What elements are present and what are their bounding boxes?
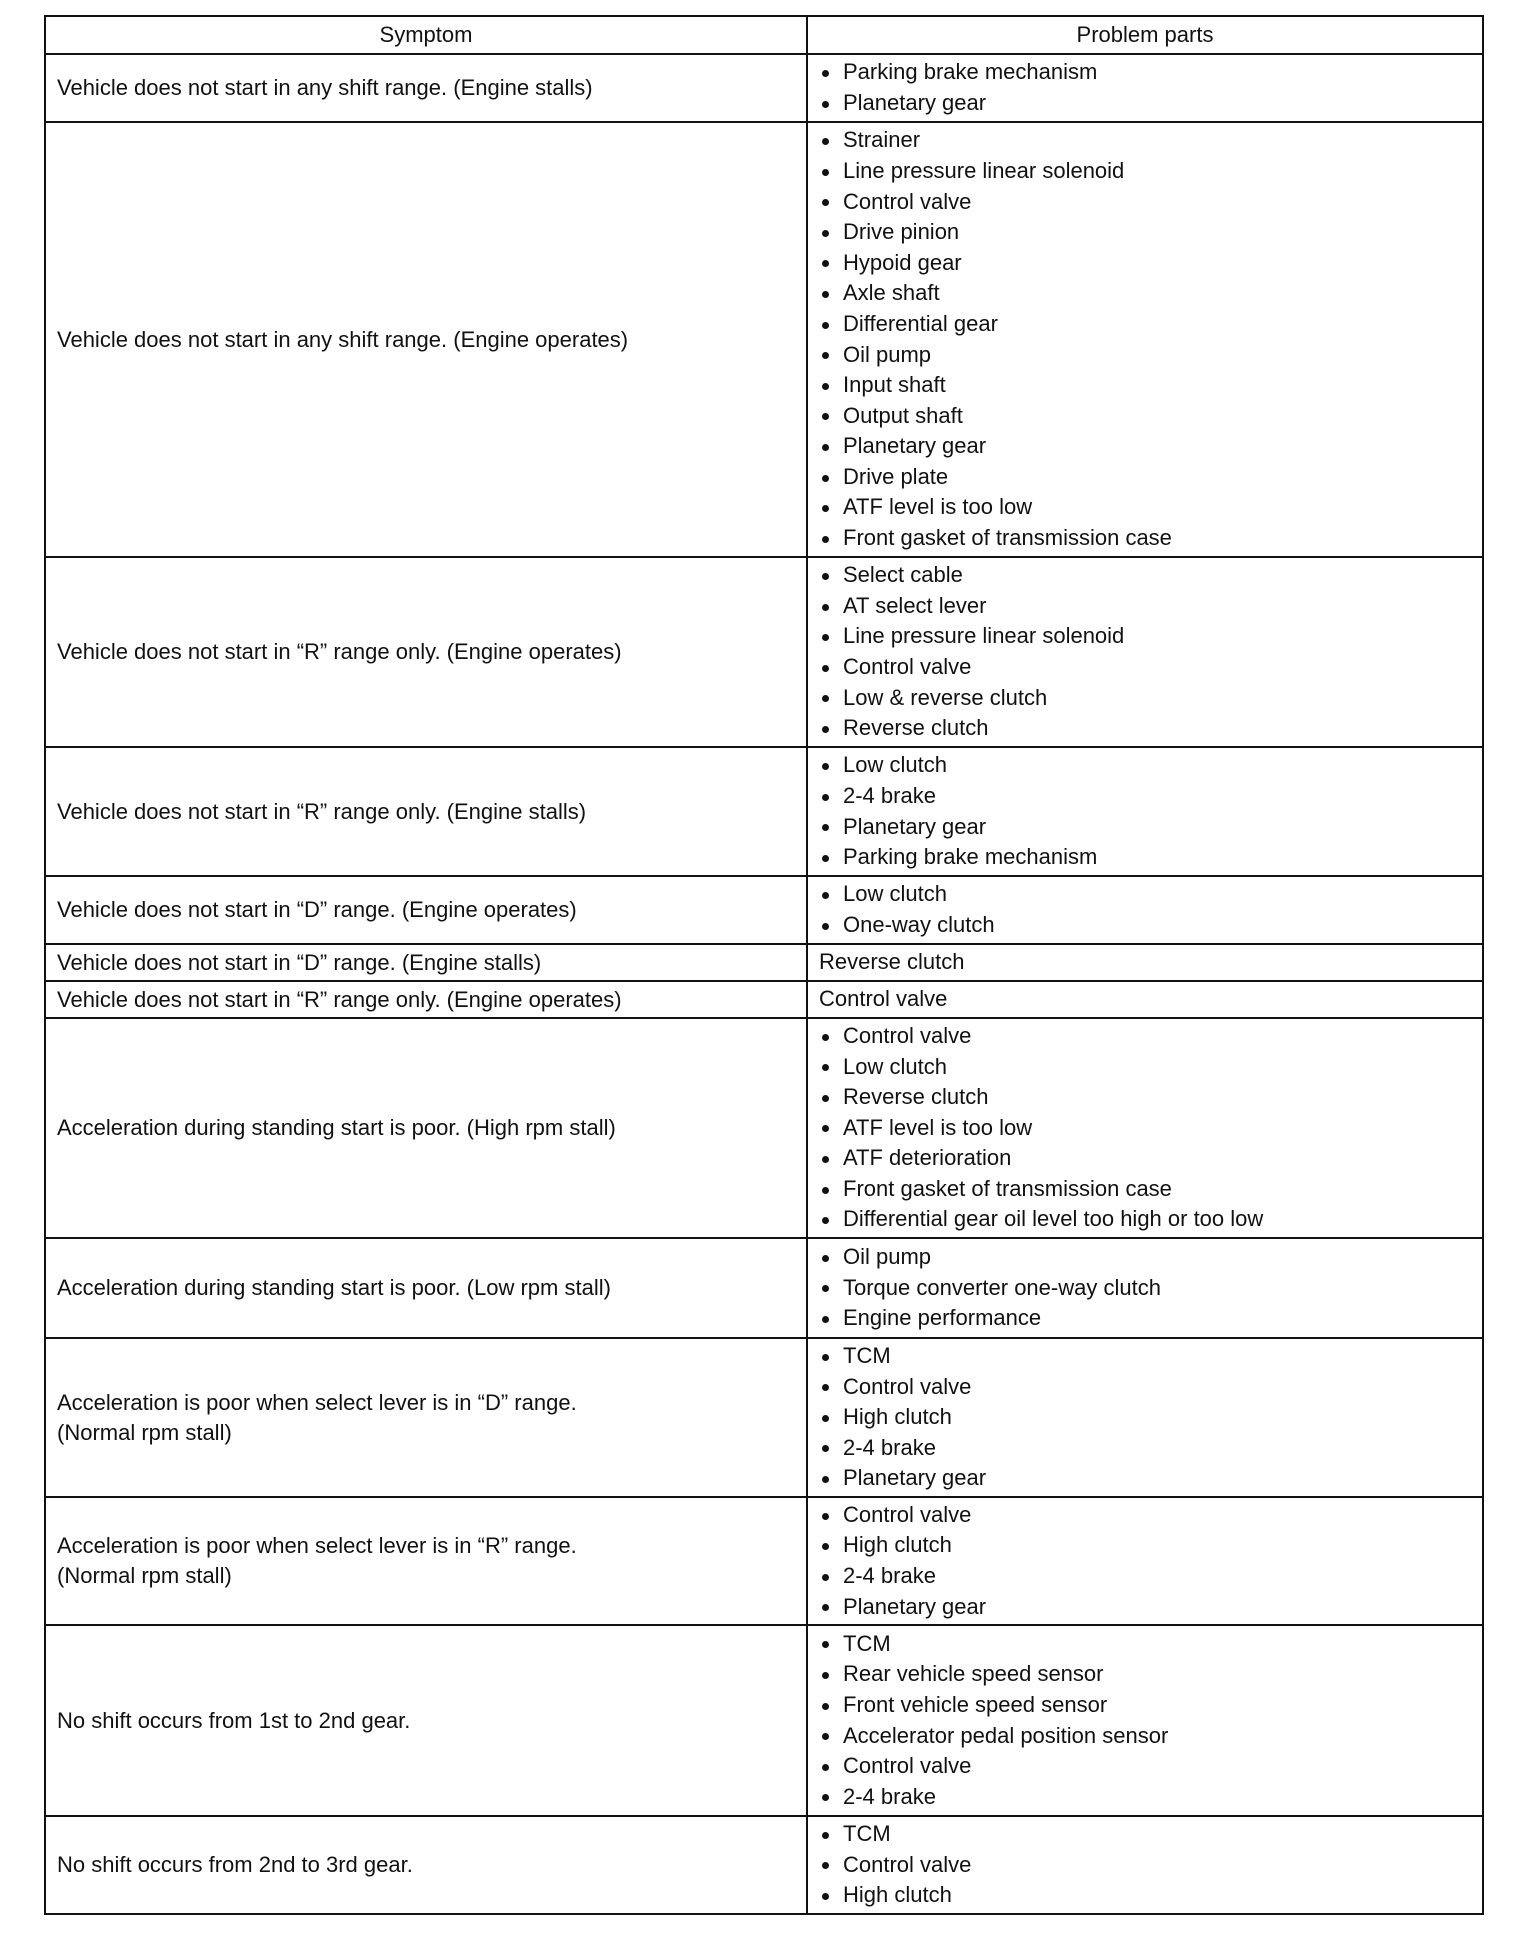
problem-part-label: Low clutch <box>843 752 947 778</box>
bullet-icon <box>819 340 843 371</box>
symptom-text: Vehicle does not start in “D” range. (Engine operates) <box>57 897 577 922</box>
symptom-cell <box>45 1497 807 1625</box>
problem-part-item <box>819 1850 1482 1881</box>
bullet-icon <box>819 523 843 554</box>
problem-part-item <box>819 57 1482 88</box>
table-row <box>45 1338 1483 1497</box>
symptom-text: Vehicle does not start in “R” range only. (Engine stalls) <box>57 798 587 824</box>
bullet-icon <box>819 1021 843 1052</box>
problem-part-label: Rear vehicle speed sensor <box>843 1661 1104 1687</box>
bullet-icon <box>819 1850 843 1881</box>
problem-part-item <box>819 1659 1482 1690</box>
bullet-icon <box>819 1204 843 1235</box>
problem-part-item <box>819 1082 1482 1113</box>
table-row <box>45 747 1483 876</box>
problem-parts-cell <box>807 944 1483 981</box>
problem-part-label: Axle shaft <box>843 280 940 306</box>
problem-part-label: Select cable <box>843 562 963 588</box>
problem-part-item <box>819 1690 1482 1721</box>
bullet-icon <box>819 1819 843 1850</box>
symptom-cell <box>45 876 807 944</box>
symptom-cell <box>45 557 807 747</box>
bullet-icon <box>819 1592 843 1623</box>
problem-part-item <box>819 462 1482 493</box>
problem-part-item <box>819 156 1482 187</box>
problem-part-label: Planetary gear <box>843 433 987 459</box>
table-row <box>45 54 1483 122</box>
problem-part-item <box>819 125 1482 156</box>
problem-part-item <box>819 370 1482 401</box>
bullet-icon <box>819 1174 843 1205</box>
problem-part-label: Reverse clutch <box>843 715 989 741</box>
problem-part-item <box>819 1751 1482 1782</box>
problem-part-item <box>819 1021 1482 1052</box>
symptom-text: No shift occurs from 1st to 2nd gear. <box>57 1707 411 1733</box>
problem-part-label: Planetary gear <box>843 1593 987 1619</box>
bullet-icon <box>819 812 843 843</box>
table-row <box>45 1816 1483 1914</box>
problem-part-item <box>819 1880 1482 1911</box>
bullet-icon <box>819 1052 843 1083</box>
bullet-icon <box>819 187 843 218</box>
problem-part-label: Low clutch <box>843 1053 947 1079</box>
bullet-icon <box>819 1751 843 1782</box>
problem-part-item <box>819 1052 1482 1083</box>
problem-part-label: Output shaft <box>843 402 963 428</box>
problem-part-item <box>819 88 1482 119</box>
table-row <box>45 122 1483 557</box>
problem-part-item <box>819 187 1482 218</box>
symptom-text: No shift occurs from 2nd to 3rd gear. <box>57 1852 413 1877</box>
problem-part-item <box>819 910 1482 941</box>
bullet-icon <box>819 88 843 119</box>
problem-part-item <box>819 309 1482 340</box>
problem-part-label: High clutch <box>843 1404 952 1430</box>
bullet-icon <box>819 1561 843 1592</box>
bullet-icon <box>819 57 843 88</box>
bullet-icon <box>819 1113 843 1144</box>
bullet-icon <box>819 842 843 873</box>
problem-part-item <box>819 492 1482 523</box>
bullet-icon <box>819 713 843 744</box>
problem-parts-cell <box>807 1238 1483 1338</box>
problem-part-item <box>819 1530 1482 1561</box>
problem-part-item <box>819 591 1482 622</box>
problem-part-label: Control valve <box>843 1373 972 1399</box>
bullet-icon <box>819 1659 843 1690</box>
bullet-icon <box>819 125 843 156</box>
problem-part-item <box>819 683 1482 714</box>
problem-part-item <box>819 1273 1482 1304</box>
symptom-text: Vehicle does not start in “D” range. (Engine stalls) <box>57 949 542 975</box>
bullet-icon <box>819 879 843 910</box>
bullet-icon <box>819 781 843 812</box>
table-row <box>45 876 1483 944</box>
problem-part-item <box>819 652 1482 683</box>
symptom-text: Acceleration is poor when select lever is in “R” range. <box>57 1533 577 1558</box>
problem-part-label: Front gasket of transmission case <box>843 525 1172 551</box>
symptom-text: (Normal rpm stall) <box>57 1419 232 1445</box>
symptom-cell <box>45 54 807 122</box>
problem-part-item <box>819 750 1482 781</box>
problem-parts-cell <box>807 981 1483 1018</box>
symptom-text: Vehicle does not start in “R” range only. (Engine operates) <box>57 986 622 1012</box>
symptom-cell <box>45 1625 807 1816</box>
header-symptom: Symptom <box>45 16 807 54</box>
problem-part-label: TCM <box>843 1630 891 1656</box>
problem-parts-cell <box>807 747 1483 876</box>
bullet-icon <box>819 1500 843 1531</box>
problem-part-label: Drive plate <box>843 463 949 489</box>
symptom-cell <box>45 747 807 876</box>
problem-part-item <box>819 1721 1482 1752</box>
problem-part-label: Parking brake mechanism <box>843 844 1098 870</box>
problem-part-label: Drive pinion <box>843 219 960 245</box>
bullet-icon <box>819 309 843 340</box>
problem-part-label: Reverse clutch <box>819 949 965 975</box>
problem-part-label: Low & reverse clutch <box>843 684 1048 710</box>
bullet-icon <box>819 591 843 622</box>
problem-part-label: TCM <box>843 1343 891 1369</box>
problem-part-label: Oil pump <box>843 1244 932 1270</box>
problem-part-item <box>819 1143 1482 1174</box>
bullet-icon <box>819 1782 843 1813</box>
problem-part-label: Oil pump <box>843 341 932 367</box>
problem-part-label: Hypoid gear <box>843 249 962 275</box>
problem-parts-cell <box>807 1625 1483 1816</box>
problem-part-item <box>819 401 1482 432</box>
problem-part-label: Front vehicle speed sensor <box>843 1691 1108 1717</box>
symptom-text: Vehicle does not start in any shift range. (Engine stalls) <box>57 75 593 100</box>
problem-part-label: Control valve <box>843 1501 972 1527</box>
problem-part-item <box>819 217 1482 248</box>
problem-part-label: Parking brake mechanism <box>843 59 1098 85</box>
problem-part-label: ATF level is too low <box>843 1114 1033 1140</box>
bullet-icon <box>819 1372 843 1403</box>
problem-part-label: Control valve <box>819 986 948 1012</box>
problem-parts-cell <box>807 557 1483 747</box>
problem-part-item <box>819 278 1482 309</box>
symptom-text: Vehicle does not start in “R” range only. (Engine operates) <box>57 639 622 664</box>
bullet-icon <box>819 1880 843 1911</box>
problem-part-item <box>819 1372 1482 1403</box>
problem-part-label: 2-4 brake <box>843 1563 936 1588</box>
problem-part-item <box>819 1782 1482 1813</box>
problem-parts-cell <box>807 1816 1483 1914</box>
problem-part-item <box>819 1204 1482 1235</box>
bullet-icon <box>819 248 843 279</box>
problem-parts-cell <box>807 1338 1483 1497</box>
problem-part-label: Input shaft <box>843 372 946 398</box>
problem-part-item <box>819 340 1482 371</box>
problem-part-label: ATF deterioration <box>843 1145 1012 1171</box>
symptom-cell <box>45 122 807 557</box>
bullet-icon <box>819 431 843 462</box>
problem-part-item <box>819 560 1482 591</box>
symptom-cell <box>45 981 807 1018</box>
problem-part-item <box>819 1819 1482 1850</box>
problem-part-label: 2-4 brake <box>843 1434 936 1460</box>
symptom-cell <box>45 1238 807 1338</box>
bullet-icon <box>819 278 843 309</box>
problem-parts-cell <box>807 54 1483 122</box>
problem-part-label: Engine performance <box>843 1305 1042 1331</box>
problem-part-label: High clutch <box>843 1882 952 1908</box>
symptom-cell <box>45 944 807 981</box>
problem-part-item <box>819 1303 1482 1334</box>
problem-parts-cell <box>807 122 1483 557</box>
problem-part-label: Planetary gear <box>843 90 987 115</box>
problem-part-item <box>819 1500 1482 1531</box>
problem-part-item <box>819 1463 1482 1494</box>
problem-part-label: Control valve <box>843 1851 972 1877</box>
bullet-icon <box>819 156 843 187</box>
problem-part-label: Control valve <box>843 1753 972 1779</box>
bullet-icon <box>819 621 843 652</box>
bullet-icon <box>819 370 843 401</box>
bullet-icon <box>819 1341 843 1372</box>
problem-part-label: ATF level is too low <box>843 494 1033 520</box>
problem-part-item <box>819 1341 1482 1372</box>
problem-part-label: Control valve <box>843 188 972 214</box>
bullet-icon <box>819 1143 843 1174</box>
problem-part-item <box>819 842 1482 873</box>
problem-part-item <box>819 879 1482 910</box>
problem-part-item <box>819 523 1482 554</box>
table-row <box>45 1625 1483 1816</box>
problem-part-label: 2-4 brake <box>843 782 936 808</box>
problem-part-label: Differential gear oil level too high or too low <box>843 1206 1264 1232</box>
table-row <box>45 1018 1483 1238</box>
symptom-text: Vehicle does not start in any shift range. (Engine operates) <box>57 326 629 352</box>
bullet-icon <box>819 1082 843 1113</box>
problem-part-item <box>819 431 1482 462</box>
problem-part-item <box>819 1433 1482 1464</box>
bullet-icon <box>819 1402 843 1433</box>
problem-parts-cell <box>807 876 1483 944</box>
problem-part-label: Accelerator pedal position sensor <box>843 1722 1169 1748</box>
symptom-text: Acceleration during standing start is poor. (High rpm stall) <box>57 1115 616 1140</box>
problem-part-item <box>819 947 1482 978</box>
problem-part-label: Line pressure linear solenoid <box>843 157 1125 183</box>
problem-part-label: One-way clutch <box>843 912 995 937</box>
problem-part-item <box>819 984 1482 1015</box>
bullet-icon <box>819 560 843 591</box>
problem-part-label: High clutch <box>843 1532 952 1558</box>
problem-part-item <box>819 812 1482 843</box>
bullet-icon <box>819 1463 843 1494</box>
problem-part-label: Differential gear <box>843 310 998 336</box>
table-row <box>45 1238 1483 1338</box>
problem-part-label: Planetary gear <box>843 1465 987 1491</box>
bullet-icon <box>819 462 843 493</box>
problem-part-label: Low clutch <box>843 881 947 907</box>
problem-part-label: Torque converter one-way clutch <box>843 1274 1161 1300</box>
bullet-icon <box>819 492 843 523</box>
header-problem-parts: Problem parts <box>807 16 1483 54</box>
problem-part-label: Planetary gear <box>843 813 987 839</box>
bullet-icon <box>819 1242 843 1273</box>
problem-part-item <box>819 1592 1482 1623</box>
bullet-icon <box>819 652 843 683</box>
table-row <box>45 944 1483 981</box>
problem-parts-cell <box>807 1018 1483 1238</box>
table-body <box>45 54 1483 1914</box>
bullet-icon <box>819 1303 843 1334</box>
table-row <box>45 981 1483 1018</box>
problem-part-item <box>819 781 1482 812</box>
symptom-cell <box>45 1018 807 1238</box>
problem-part-item <box>819 1174 1482 1205</box>
symptom-text: (Normal rpm stall) <box>57 1563 232 1588</box>
problem-part-item <box>819 713 1482 744</box>
symptom-text: Acceleration during standing start is poor. (Low rpm stall) <box>57 1275 611 1300</box>
bullet-icon <box>819 910 843 941</box>
problem-part-label: TCM <box>843 1821 891 1847</box>
symptom-cell <box>45 1338 807 1497</box>
header-row <box>45 16 1483 54</box>
problem-part-label: Strainer <box>843 127 921 153</box>
problem-part-item <box>819 621 1482 652</box>
problem-part-label: AT select lever <box>843 592 987 618</box>
problem-part-label: 2-4 brake <box>843 1783 936 1809</box>
bullet-icon <box>819 401 843 432</box>
bullet-icon <box>819 1530 843 1561</box>
bullet-icon <box>819 1721 843 1752</box>
bullet-icon <box>819 1273 843 1304</box>
symptom-cell <box>45 1816 807 1914</box>
problem-part-item <box>819 1629 1482 1660</box>
bullet-icon <box>819 1433 843 1464</box>
symptom-text: Acceleration is poor when select lever is in “D” range. <box>57 1389 577 1415</box>
problem-part-item <box>819 1561 1482 1592</box>
problem-part-label: Control valve <box>843 1022 972 1048</box>
bullet-icon <box>819 217 843 248</box>
table-row <box>45 1497 1483 1625</box>
problem-part-label: Control valve <box>843 654 972 679</box>
problem-parts-cell <box>807 1497 1483 1625</box>
table-row <box>45 557 1483 747</box>
problem-part-label: Front gasket of transmission case <box>843 1175 1172 1201</box>
problem-part-item <box>819 1113 1482 1144</box>
bullet-icon <box>819 750 843 781</box>
problem-part-item <box>819 1242 1482 1273</box>
problem-part-item <box>819 1402 1482 1433</box>
bullet-icon <box>819 683 843 714</box>
bullet-icon <box>819 1629 843 1660</box>
problem-part-item <box>819 248 1482 279</box>
problem-part-label: Line pressure linear solenoid <box>843 623 1125 649</box>
bullet-icon <box>819 1690 843 1721</box>
problem-part-label: Reverse clutch <box>843 1084 989 1110</box>
symptom-table <box>44 15 1484 1915</box>
